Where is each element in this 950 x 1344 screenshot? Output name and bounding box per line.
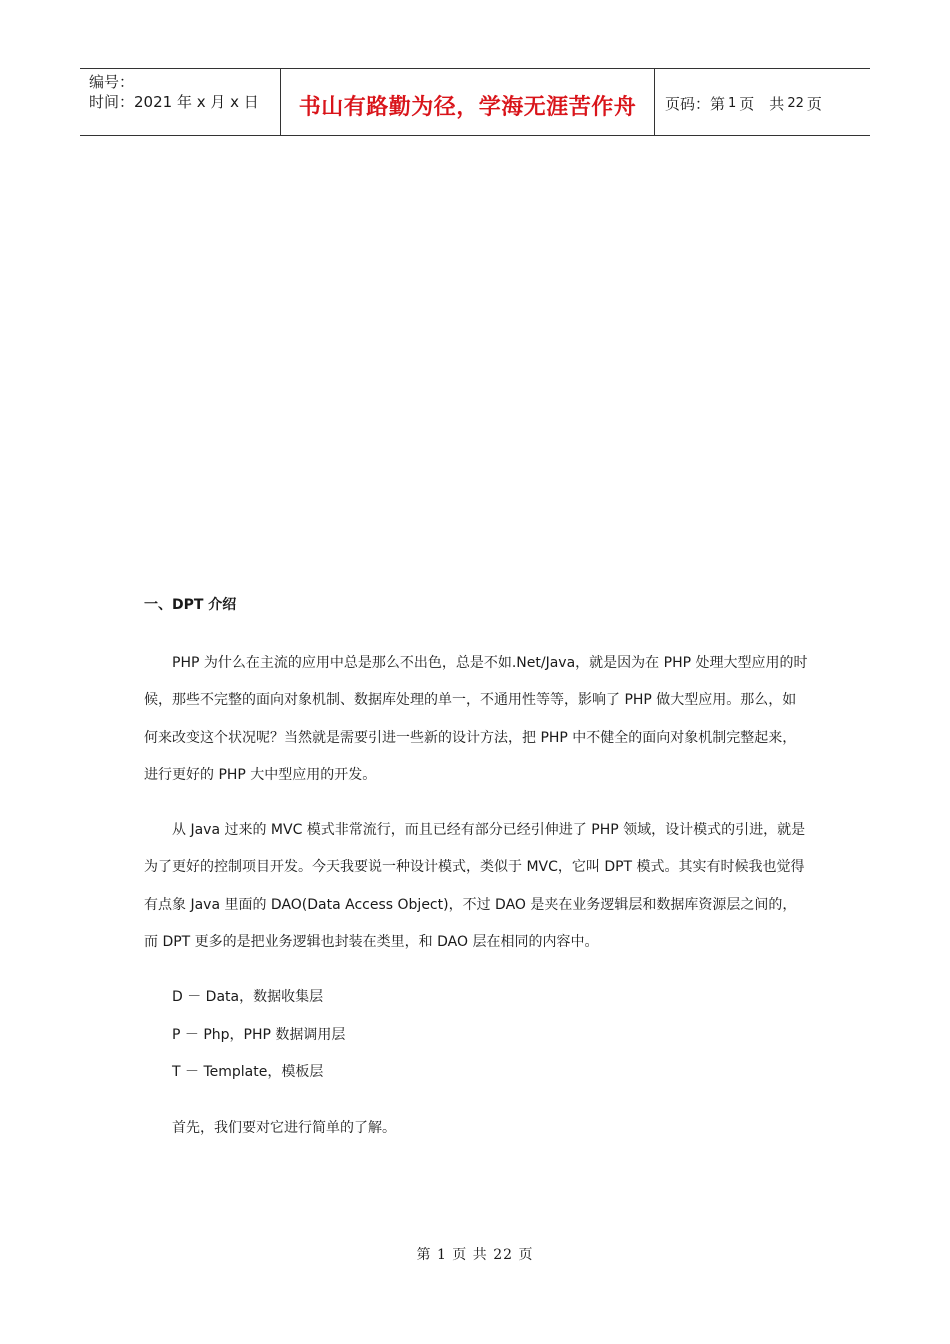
page-prefix: 页码：第	[665, 94, 726, 113]
header-table	[80, 68, 870, 136]
motto: 书山有路勤为径，学海无涯苦作舟	[298, 93, 637, 120]
list-item: P － Php，PHP 数据调用层	[172, 1026, 346, 1043]
header-meta-cell	[80, 69, 281, 135]
page-mid: 页 共	[739, 94, 785, 113]
header-page-cell	[655, 69, 870, 135]
page-total: 22	[787, 95, 804, 111]
list-item: D － Data，数据收集层	[172, 989, 324, 1006]
section-title: 一、DPT 介绍	[144, 597, 237, 613]
paragraph: 从 Java 过来的 MVC 模式非常流行，而且已经有部分已经引伸进了 PHP 领域，设计模式的引进，就是为了更好的控制项目开发。今天我要说一种设计模式，类似于 MVC，它叫 DPT 模式。其实有时候我也觉得有点象 Java 里面的 DAO(Data Access Object)，不过 DAO 是夹在业务逻辑层和数据库资源层之间的，而 DPT 更多的是把业务逻辑也封装在类里，和 DAO 层在相同的内容中。	[144, 822, 806, 951]
closing-paragraph: 首先，我们要对它进行简单的了解。	[172, 1119, 396, 1136]
document-body	[144, 588, 810, 1165]
page-suffix: 页	[806, 94, 822, 113]
dpt-layer-list	[144, 979, 810, 1092]
header-motto-cell	[281, 69, 655, 135]
list-item: T － Template，模板层	[172, 1064, 324, 1081]
serial-label: 编号：	[89, 73, 135, 91]
page-footer: 第 1 页 共 22 页	[416, 1247, 534, 1263]
page-current: 1	[728, 95, 737, 111]
paragraph: PHP 为什么在主流的应用中总是那么不出色，总是不如.Net/Java，就是因为在 PHP 处理大型应用的时候，那些不完整的面向对象机制、数据库处理的单一，不通用性等等，影响了 PHP 做大型应用。那么，如何来改变这个状况呢？当然就是需要引进一些新的设计方法，把 PHP 中不健全的面向对象机制完整起来，进行更好的 PHP 大中型应用的开发。	[144, 655, 808, 783]
time-label: 时间：2021 年 x 月 x 日	[89, 93, 259, 111]
